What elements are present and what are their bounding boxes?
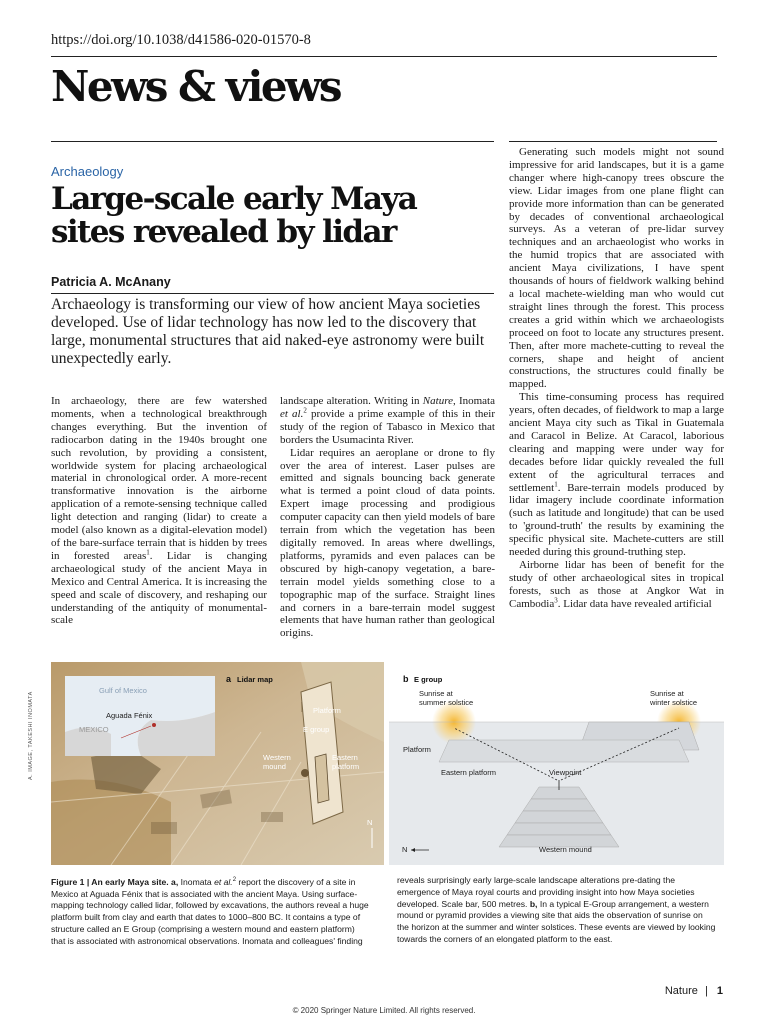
copyright-notice: © 2020 Springer Nature Limited. All rights reserved.	[292, 1006, 476, 1015]
north-label: N	[367, 818, 373, 827]
western-mound-label: Western mound	[539, 845, 592, 854]
figure-caption-right: reveals surprisingly early large-scale landscape alterations pre-dating the emergence of Maya royal courts and providing insight into how Maya societies developed. Scale bar, 500 metres. b, In a typical E-Group arrangement, a western mound or pyramid provides a viewing site that aids the observation of sunrise on the horizon at the summer and winter solstices. These events are viewed by looking towards the corners of an elongated platform to the east.	[397, 875, 716, 944]
author-rule	[51, 293, 494, 294]
paragraph: This time-consuming process has required years, often decades, of fieldwork to map a large ancient Maya city such as Tikal in Guatemala and Caracol in Belize. At Caracol, laborious clearing and mapping were under way for decades before lidar quickly revealed the full extent of the agricultural terraces and settlement$^1$. Bare-terrain models produced by lidar imagery include coordinate information (such as latitude and longitude) that can be used to 'ground-truth' the results by examining the specific physical site. Machete-cutters are still needed during this ground-truthing step.	[509, 391, 724, 559]
body-column-3	[509, 146, 724, 611]
paragraph: Lidar requires an aeroplane or drone to fly over the area of interest. Laser pulses are emitted and signals bouncing back generate what is termed a point cloud of data points. Expert image processing and prodigious computer capacity can then yield models of bare terrain from which the vegetation has been digitally removed. In areas where dwellings, platforms, pyramids and even palaces can be obscured by high-canopy vegetation, a bare-terrain model yields something close to a topographic map of the surface. Straight lines and corners in a bare-terrain model suggest elements that have human rather than geological origins.	[280, 446, 495, 640]
panel-a-letter: a	[226, 674, 232, 684]
body-column-1	[51, 395, 267, 627]
north-arrow-icon	[368, 826, 376, 848]
winter-solstice-label: Sunrise at winter solstice	[650, 689, 698, 707]
body-column-2	[280, 395, 495, 640]
footer	[665, 985, 723, 997]
egroup-label: E group	[303, 725, 330, 734]
viewpoint-label: Viewpoint	[549, 768, 582, 777]
north-label: N	[402, 845, 408, 854]
eastern-platform-label: Eastern platform	[332, 753, 360, 771]
paragraph: Generating such models might not sound impressive for arid landscapes, but it is a game changer where high-canopy trees obscure the view. Lidar images from one plane flight can provide more information than can be generated by decades of conventional archaeological surveys. As a veteran of pre-lidar survey techniques and an archaeologist who works in the humid tropics that are associated with ancient Maya civilizations, I have spent thousands of hours of fieldwork walking behind a local machete-wielding man who would cut straight lines through the forest. This process creates a grid within which we archaeologists proceed on foot to locate any structures present. Then, after more machete-cutting to reveal the corners, shape and height of ancient constructions, the structures could finally be mapped.	[509, 146, 724, 391]
platform-label: Platform	[313, 706, 341, 715]
paragraph: landscape alteration. Writing in Nature, Inomata et al.$^2$ provide a prime example of this in their study of the region of Tabasco in Mexico that borders the Usumacinta River.	[280, 395, 496, 446]
section-label: Archaeology	[51, 164, 124, 179]
eastern-platform-label: Eastern platform	[441, 768, 497, 777]
top-rule	[51, 56, 717, 57]
paragraph: In archaeology, there are few watershed moments, when a technological breakthrough changes everything. But the invention of radiocarbon dating in the 1940s brought one such revolution, by providing a consistent, worldwide system for placing archaeological material in chronological order. A more-recent transformative innovation is the airborne application of a remote-sensing technique called light detection and ranging (lidar) to create a model (also known as a digital-elevation model) of the bare-surface terrain that is hidden by trees in forested areas$^1$. Lidar is changing archaeological study of the ancient Maya in Mexico and Central America. It is increasing the speed and scale of discovery, and reshaping our understanding of the antiquity of monumental-scale	[51, 395, 267, 627]
header-rule-right	[509, 141, 717, 142]
inset-country-label: MEXICO	[79, 725, 109, 734]
header-rule	[51, 141, 494, 142]
figure-panel-egroup-diagram	[389, 662, 724, 865]
headline-line-1: Large-scale early Maya	[51, 181, 417, 217]
paragraph: Airborne lidar has been of benefit for the study of other archaeological sites in tropical forests, such as those at Angkor Wat in Cambodia$^3$. Lidar data have revealed artificial	[509, 559, 724, 610]
author-name: Patricia A. McAnany	[51, 275, 171, 289]
footer-journal: Nature	[664, 985, 698, 997]
panel-b-title: E group	[414, 675, 443, 684]
summer-solstice-label: Sunrise at summer solstice	[419, 689, 474, 707]
figure-panel-lidar-map	[51, 662, 384, 865]
image-credit: A. IMAGE, TAKESHI INOMATA	[28, 691, 34, 780]
panel-b-letter: b	[403, 674, 409, 684]
footer-separator: |	[704, 985, 708, 997]
inset-gulf-label: Gulf of Mexico	[99, 686, 147, 695]
page-number: 1	[716, 985, 723, 997]
standfirst: Archaeology is transforming our view of how ancient Maya societies developed. Use of lidar technology has now led to the discovery that large, monumental structures that aid naked-eye astronomy were built unexpectedly early.	[51, 296, 485, 367]
headline	[51, 183, 491, 249]
western-mound-label: Western mound	[263, 753, 291, 771]
platform-label: Platform	[403, 745, 431, 754]
inset-site-label: Aguada Fénix	[106, 711, 153, 720]
doi-link[interactable]: https://doi.org/10.1038/d41586-020-01570-8	[51, 32, 311, 48]
figure-caption-left: Figure 1 | An early Maya site. a, Inomata et al.$^2$ report the discovery of a site in Mexico at Aguada Fénix that is associated with the ancient Maya. Using surface-mapping technology called lidar, followed by excavations, the authors reveal a huge platform built from clay and earth that dates to 1000–800 BC. It contains a type of structure called an E Group (comprising a western mound and eastern platform) that is associated with astronomical observations. Inomata and colleagues' finding	[51, 876, 369, 946]
masthead: News & views	[51, 62, 340, 111]
panel-a-title: Lidar map	[237, 675, 273, 684]
headline-line-2: sites revealed by lidar	[51, 214, 396, 250]
